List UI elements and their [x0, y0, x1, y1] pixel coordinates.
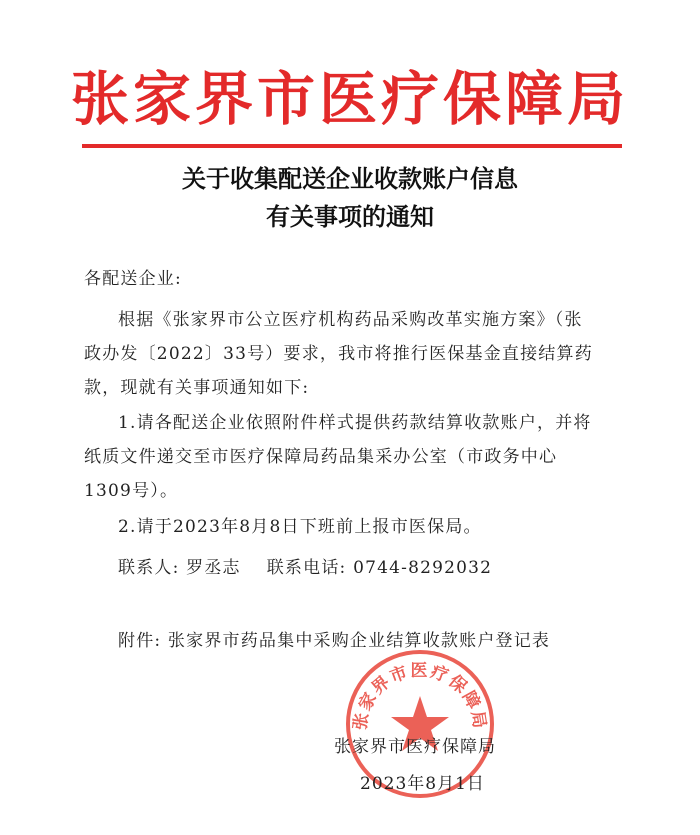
contact-line [84, 551, 594, 585]
notice-item-2: 2.请于2023年8月8日下班前上报市医保局。 [118, 517, 482, 537]
attachment-line: 附件: 张家界市药品集中采购企业结算收款账户登记表 [118, 631, 551, 651]
contact-person: 联系人: 罗丞志 [118, 558, 241, 578]
notice-item-1: 1.请各配送企业依照附件样式提供药款结算收款账户，并将纸质文件递交至市医疗保障局药品集采办公室（市政务中心1309号）。 [84, 413, 592, 501]
letterhead-red-rule [82, 144, 622, 148]
notice-title-line2: 有关事项的通知 [266, 202, 434, 231]
signature-date: 2023年8月1日 [360, 774, 485, 794]
body-paragraph: 根据《张家界市公立医疗机构药品采购改革实施方案》（张政办发〔2022〕33号）要求，我市将推行医保基金直接结算药款，现就有关事项通知如下: [84, 310, 593, 398]
svg-text:张家界市医疗保障局: 张家界市医疗保障局 [350, 661, 490, 732]
salutation: 各配送企业: [84, 269, 182, 289]
contact-phone: 联系电话: 0744-8292032 [266, 558, 493, 578]
letterhead-title: 张家界市医疗保障局 [70, 65, 629, 133]
signature-org: 张家界市医疗保障局 [334, 737, 496, 757]
notice-title-line1: 关于收集配送企业收款账户信息 [182, 164, 518, 193]
